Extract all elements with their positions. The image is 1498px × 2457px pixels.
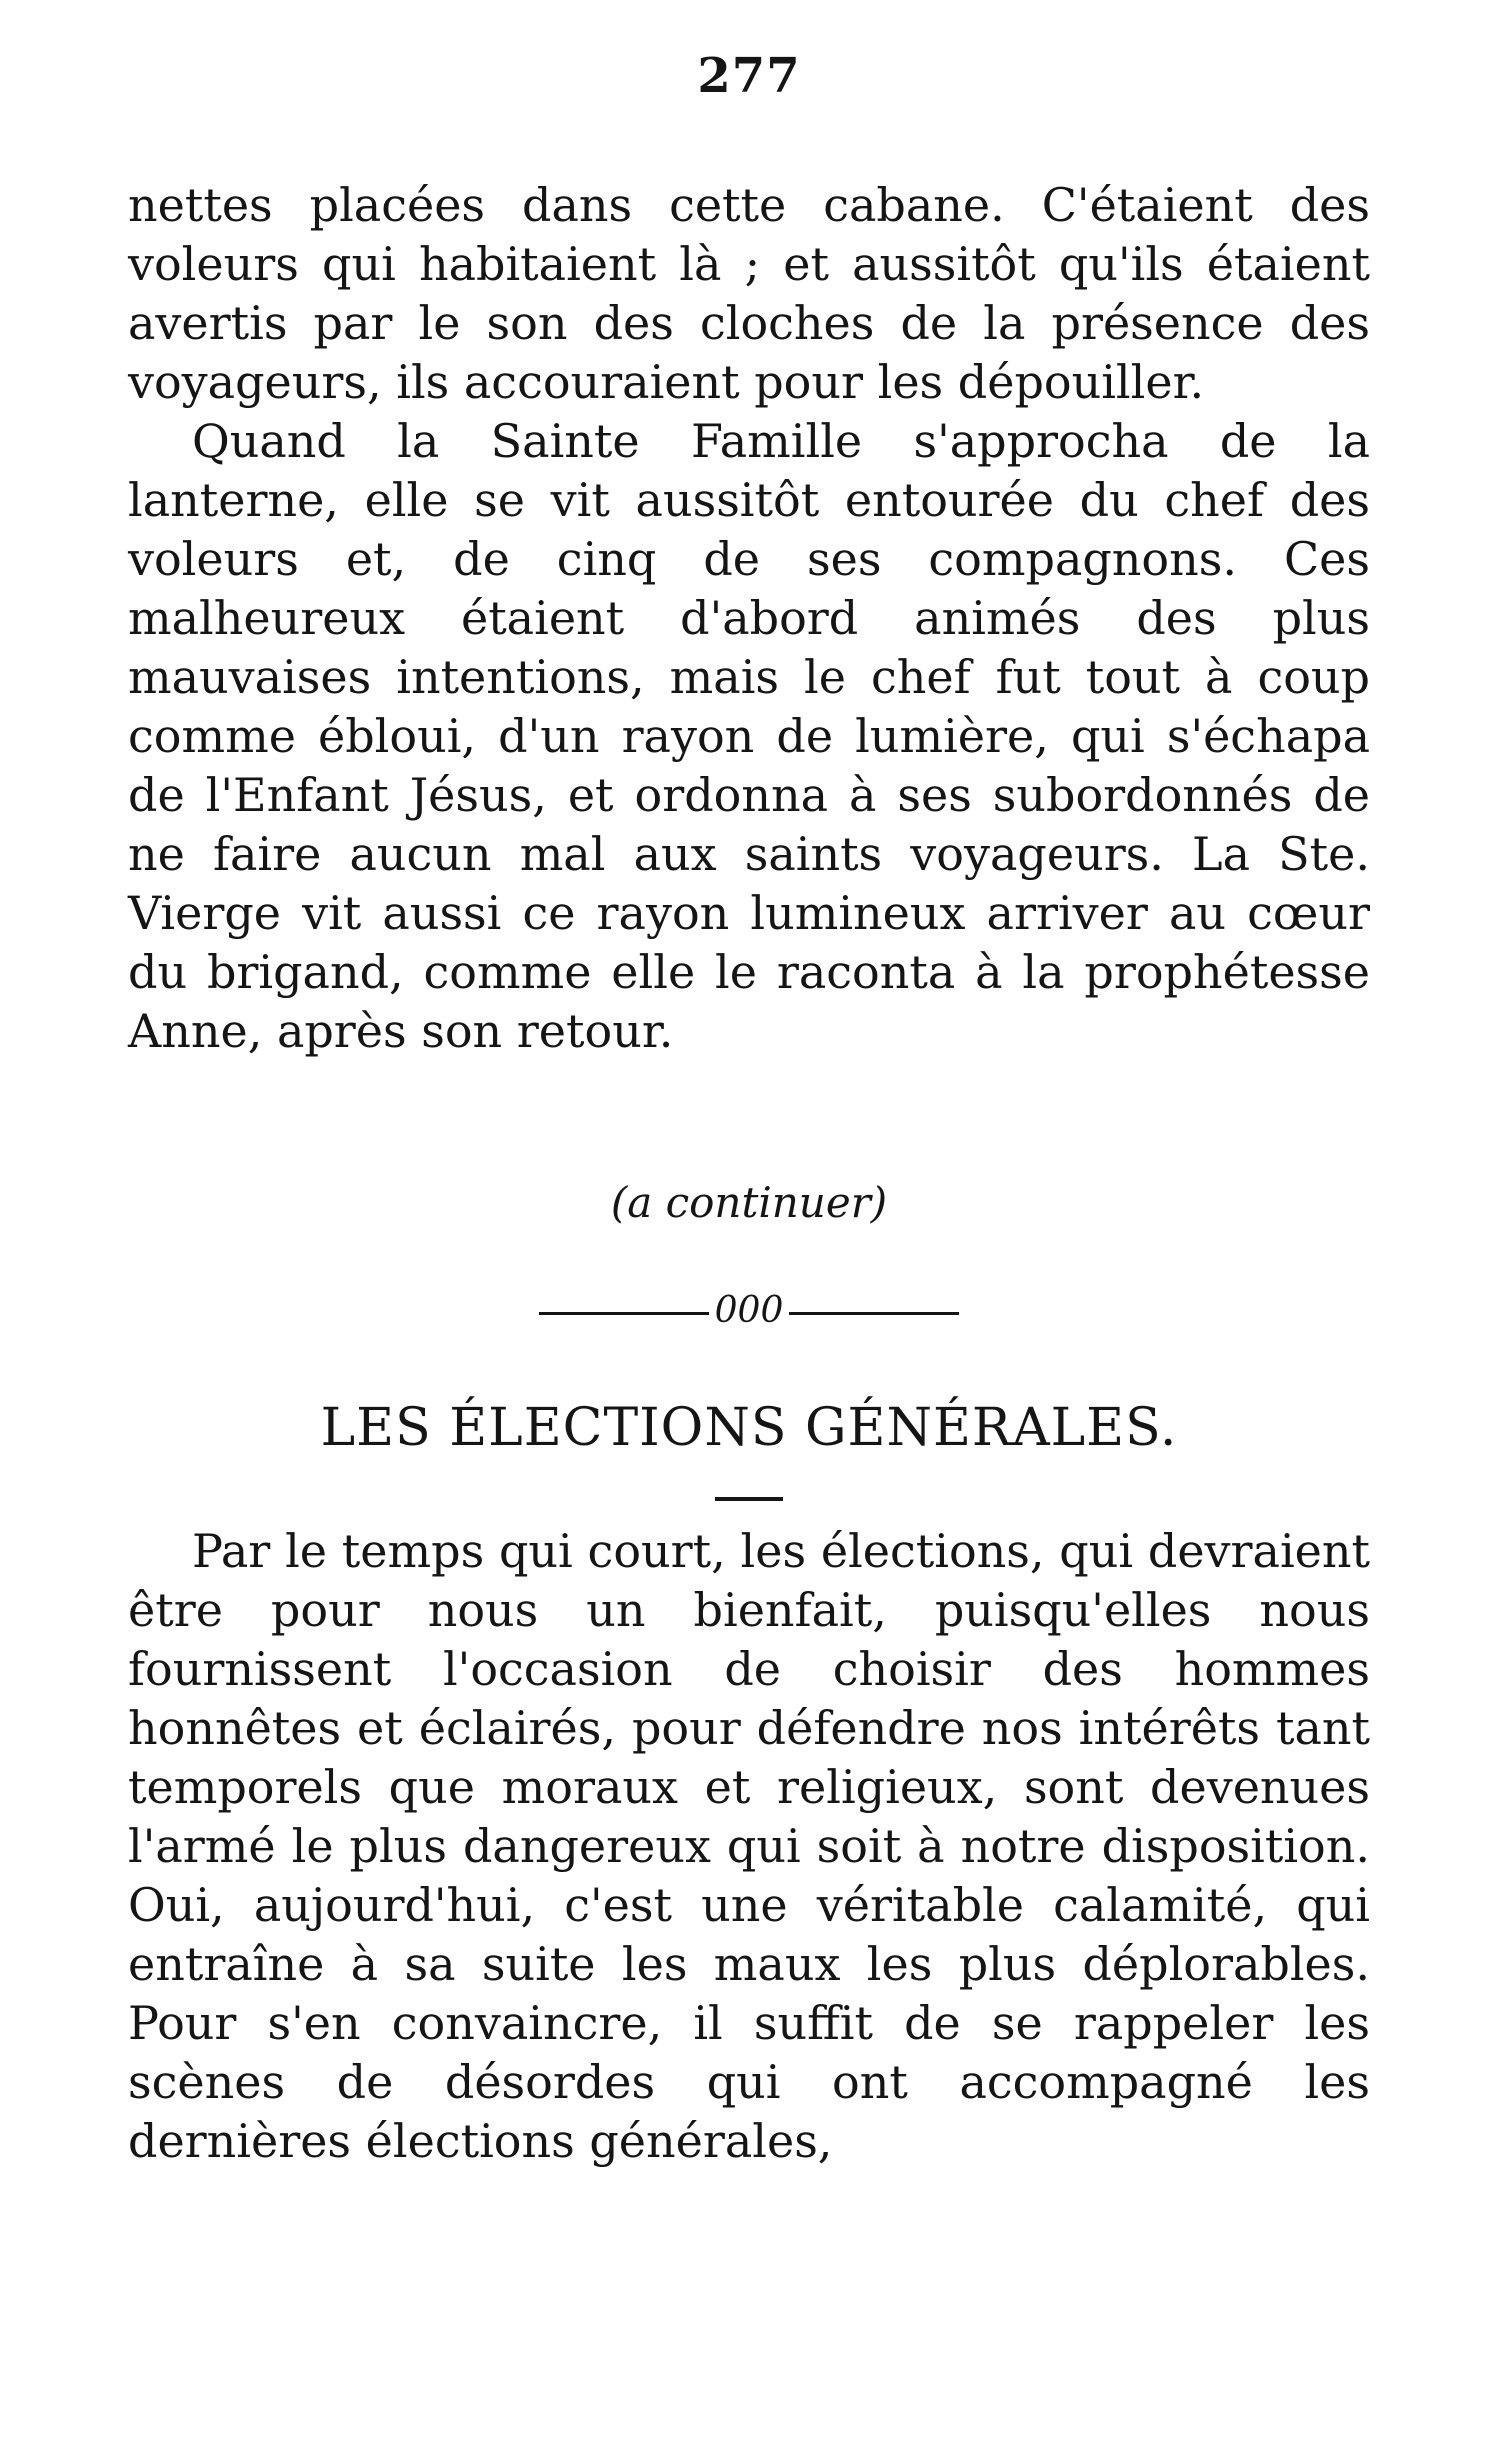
section-title: LES ÉLECTIONS GÉNÉRALES. — [320, 1398, 1178, 1458]
separator-text: 000 — [714, 1290, 784, 1331]
story-text — [128, 176, 1370, 1061]
separator-rule-left — [539, 1312, 709, 1315]
title-dash — [715, 1497, 783, 1501]
elections-text — [128, 1522, 1370, 2171]
page-number: 277 — [697, 48, 801, 104]
continuation-note: (a continuer) — [610, 1178, 888, 1227]
paragraph-elections: Par le temps qui court, les élections, qui devraient être pour nous un bienfait, puisqu'elles nous fournissent l'occasion de choisir des hommes honnêtes et éclairés, pour défendre nos intérêts tant temporels que moraux et religieux, sont devenues l'armé le plus dangereux qui soit à notre disposition. Oui, aujourd'hui, c'est une véritable calamité, qui entraîne à sa suite les maux les plus déplorables. Pour s'en convaincre, il suffit de se rappeler les scènes de désordes qui ont accompagné les dernières élections générales, — [128, 1524, 1370, 2168]
paragraph-thieves: nettes placées dans cette cabane. C'étaient des voleurs qui habitaient là ; et aussitôt qu'ils étaient avertis par le son des cloches de la présence des voyageurs, ils accouraient pour les dépouiller. — [128, 178, 1370, 409]
paragraph-holy-family: Quand la Sainte Famille s'approcha de la lanterne, elle se vit aussitôt entourée du chef des voleurs et, de cinq de ses compagnons. Ces malheureux étaient d'abord animés des plus mauvaises intentions, mais le chef fut tout à coup comme ébloui, d'un rayon de lumière, qui s'échapa de l'Enfant Jésus, et ordonna à ses subordonnés de ne faire aucun mal aux saints voyageurs. La Ste. Vierge vit aussi ce rayon lumineux arriver au cœur du brigand, comme elle le raconta à la prophétesse Anne, après son retour. — [128, 414, 1370, 1058]
separator-rule-right — [789, 1312, 959, 1315]
section-separator — [0, 1290, 1498, 1331]
